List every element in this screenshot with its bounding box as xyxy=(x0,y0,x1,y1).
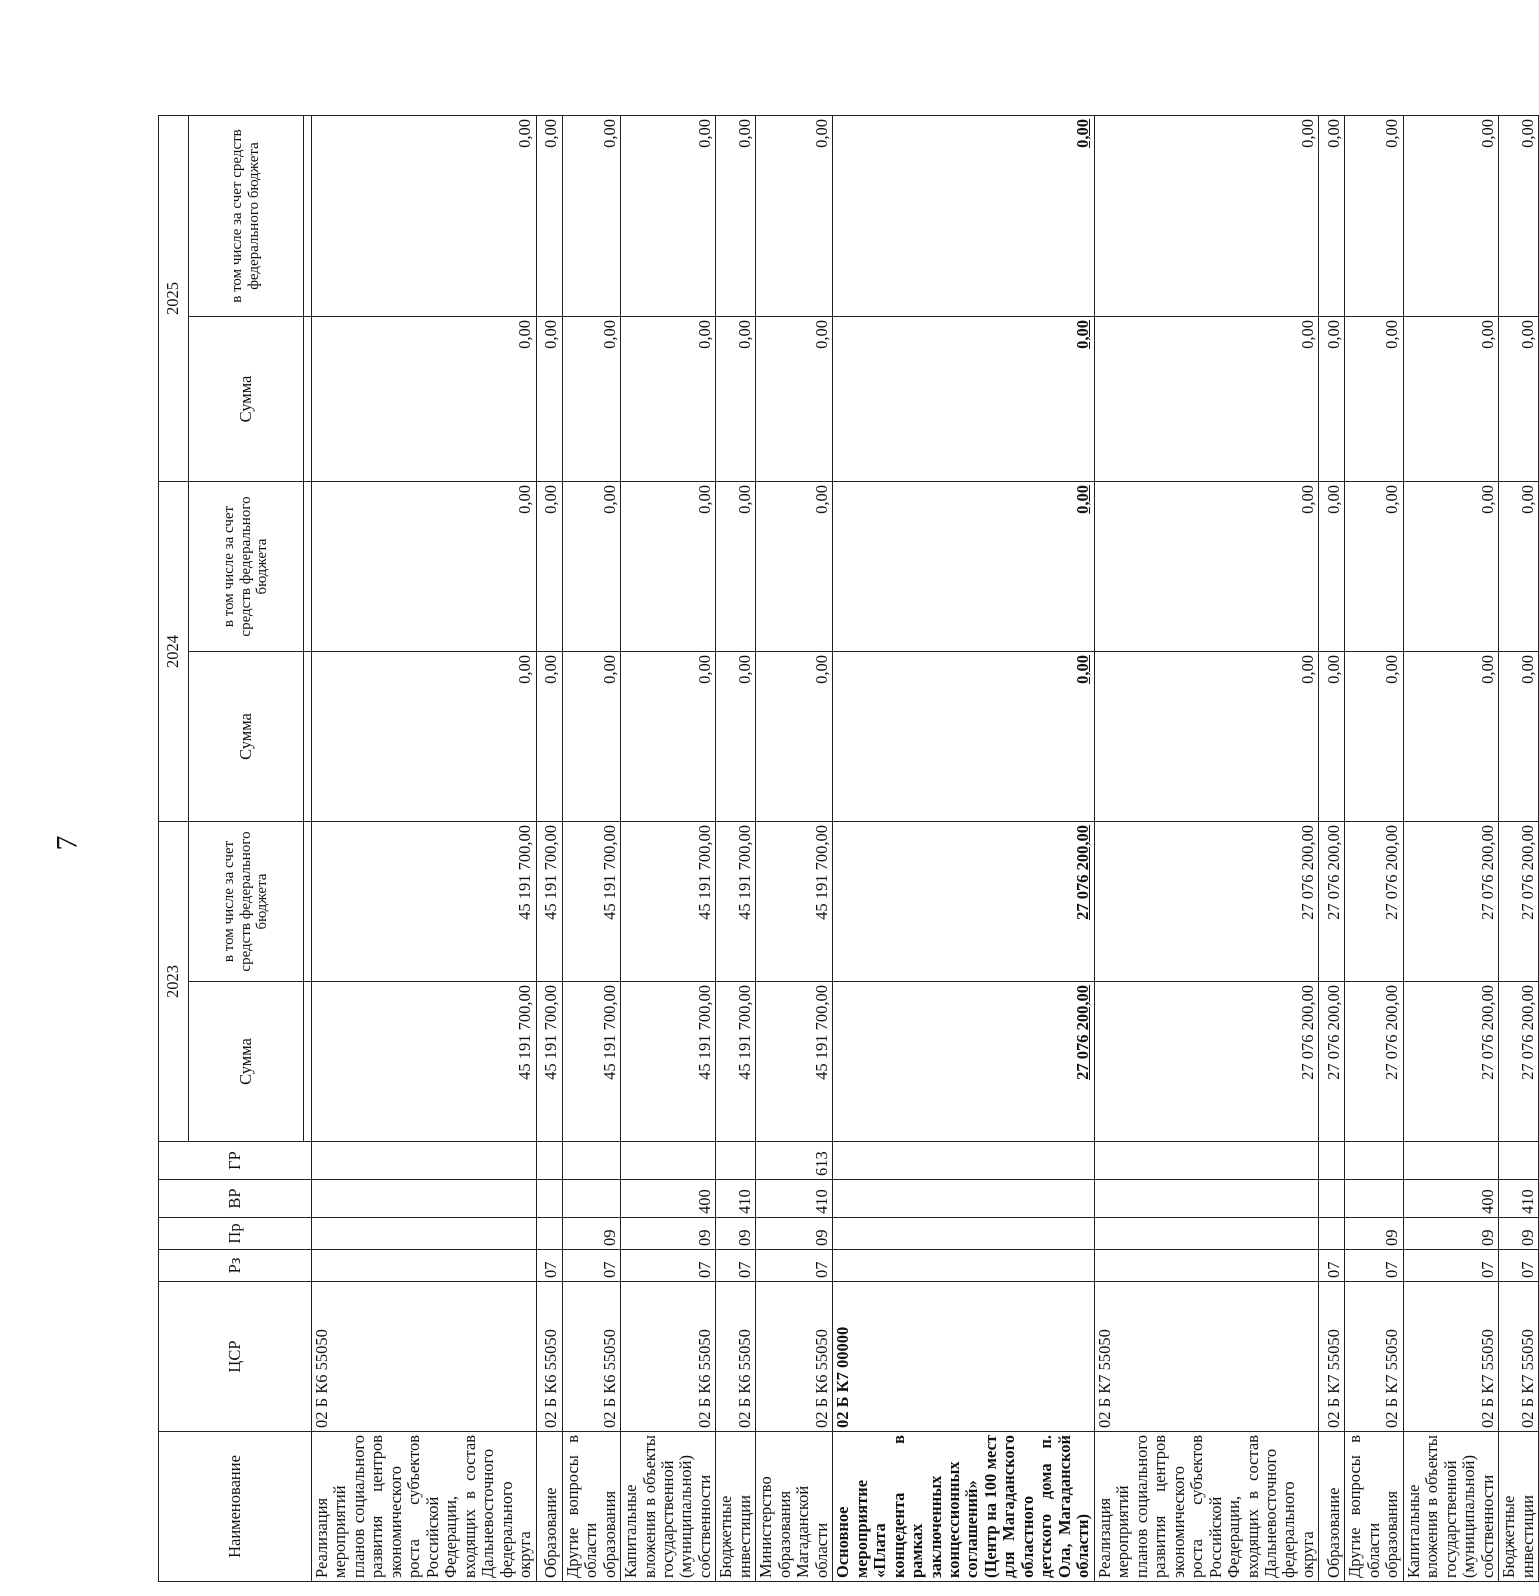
row-federal-2024: 0,00 xyxy=(833,482,1095,652)
row-federal-2025: 0,00 xyxy=(1094,116,1319,317)
row-federal-2024: 0,00 xyxy=(562,482,620,652)
row-rz: 07 xyxy=(1403,1250,1498,1282)
row-csr: 02 Б К6 55050 xyxy=(312,1282,537,1432)
row-gr xyxy=(833,1142,1095,1180)
table-row xyxy=(716,116,756,1582)
row-federal-2023: 27 076 200,00 xyxy=(1094,822,1319,982)
row-rz: 07 xyxy=(1499,1250,1539,1282)
row-sum-2024: 0,00 xyxy=(312,652,537,822)
row-sum-2025: 0,00 xyxy=(562,317,620,482)
row-gr xyxy=(621,1142,716,1180)
row-pr xyxy=(1319,1218,1345,1250)
row-sum-2025: 0,00 xyxy=(1094,317,1319,482)
row-vr: 400 xyxy=(1403,1180,1498,1218)
row-sum-2025: 0,00 xyxy=(621,317,716,482)
row-name: Образование xyxy=(536,1432,562,1582)
row-name: Бюджетные инвестиции xyxy=(716,1432,756,1582)
row-sum-2024: 0,00 xyxy=(1345,652,1403,822)
row-federal-2023: 27 076 200,00 xyxy=(1345,822,1403,982)
row-rz: 07 xyxy=(1345,1250,1403,1282)
row-pr: 09 xyxy=(1499,1218,1539,1250)
row-csr: 02 Б К7 55050 xyxy=(1319,1282,1345,1432)
row-federal-2024: 0,00 xyxy=(1094,482,1319,652)
row-gr xyxy=(716,1142,756,1180)
row-rz: 07 xyxy=(536,1250,562,1282)
row-gr xyxy=(1094,1142,1319,1180)
row-federal-2024: 0,00 xyxy=(536,482,562,652)
row-federal-2024: 0,00 xyxy=(756,482,833,652)
row-sum-2025: 0,00 xyxy=(312,317,537,482)
row-federal-2025: 0,00 xyxy=(716,116,756,317)
budget-table xyxy=(158,115,1539,1582)
row-rz xyxy=(1094,1250,1319,1282)
row-name: Основное мероприятие «Плата концедента в рамках заключенных концессионных соглашений» (Центр на 100 мест для Магаданского областного детского дома п. Ола, Магаданской области) xyxy=(833,1432,1095,1582)
row-federal-2025: 0,00 xyxy=(1319,116,1345,317)
header-federal-2023: в том числе за счет средств федерального бюджета xyxy=(189,822,304,982)
table-row xyxy=(621,116,716,1582)
row-federal-2025: 0,00 xyxy=(1345,116,1403,317)
row-pr: 09 xyxy=(1403,1218,1498,1250)
row-csr: 02 Б К6 55050 xyxy=(536,1282,562,1432)
row-pr xyxy=(312,1218,537,1250)
row-sum-2025: 0,00 xyxy=(833,317,1095,482)
header-federal-2024: в том числе за счет средств федерального бюджета xyxy=(189,482,304,652)
row-csr: 02 Б К6 55050 xyxy=(562,1282,620,1432)
row-federal-2023: 45 191 700,00 xyxy=(621,822,716,982)
row-pr xyxy=(1094,1218,1319,1250)
row-pr: 09 xyxy=(756,1218,833,1250)
row-csr: 02 Б К7 55050 xyxy=(1094,1282,1319,1432)
table-row xyxy=(1319,116,1345,1582)
row-sum-2024: 0,00 xyxy=(1094,652,1319,822)
rotated-table-wrapper xyxy=(158,116,1537,1582)
row-rz xyxy=(833,1250,1095,1282)
header-pr: Пр xyxy=(159,1218,312,1250)
row-name: Капитальные вложения в объекты государственной (муниципальной) собственности xyxy=(621,1432,716,1582)
header-year-2024: 2024 xyxy=(159,482,189,822)
row-sum-2023: 45 191 700,00 xyxy=(562,982,620,1142)
row-sum-2023: 45 191 700,00 xyxy=(621,982,716,1142)
row-federal-2023: 27 076 200,00 xyxy=(1319,822,1345,982)
row-federal-2023: 45 191 700,00 xyxy=(562,822,620,982)
header-rz: Рз xyxy=(159,1250,312,1282)
row-federal-2023: 45 191 700,00 xyxy=(312,822,537,982)
header-gr: ГР xyxy=(159,1142,312,1180)
row-sum-2025: 0,00 xyxy=(716,317,756,482)
row-sum-2025: 0,00 xyxy=(1345,317,1403,482)
row-vr xyxy=(536,1180,562,1218)
row-sum-2025: 0,00 xyxy=(1403,317,1498,482)
row-gr xyxy=(312,1142,537,1180)
row-rz: 07 xyxy=(1319,1250,1345,1282)
header-sum-2023: Сумма xyxy=(189,982,304,1142)
row-pr: 09 xyxy=(621,1218,716,1250)
row-sum-2023: 27 076 200,00 xyxy=(1499,982,1539,1142)
row-gr xyxy=(1319,1142,1345,1180)
header-federal-2025: в том числе за счет средств федерального бюджета xyxy=(189,116,304,317)
row-federal-2023: 27 076 200,00 xyxy=(1499,822,1539,982)
row-sum-2024: 0,00 xyxy=(1319,652,1345,822)
table-row xyxy=(1403,116,1498,1582)
table-row xyxy=(1499,116,1539,1582)
row-sum-2024: 0,00 xyxy=(833,652,1095,822)
row-federal-2025: 0,00 xyxy=(1403,116,1498,317)
table-row xyxy=(562,116,620,1582)
row-csr: 02 Б К6 55050 xyxy=(716,1282,756,1432)
row-pr: 09 xyxy=(1345,1218,1403,1250)
row-vr: 410 xyxy=(716,1180,756,1218)
row-gr xyxy=(1403,1142,1498,1180)
row-sum-2023: 27 076 200,00 xyxy=(1094,982,1319,1142)
row-vr xyxy=(1094,1180,1319,1218)
row-csr: 02 Б К7 55050 xyxy=(1499,1282,1539,1432)
row-sum-2023: 27 076 200,00 xyxy=(1319,982,1345,1142)
row-name: Другие вопросы в области образования xyxy=(562,1432,620,1582)
row-gr xyxy=(536,1142,562,1180)
row-name: Министерство образования Магаданской области xyxy=(756,1432,833,1582)
row-vr xyxy=(562,1180,620,1218)
row-pr: 09 xyxy=(716,1218,756,1250)
row-federal-2025: 0,00 xyxy=(621,116,716,317)
row-csr: 02 Б К7 55050 xyxy=(1403,1282,1498,1432)
table-row xyxy=(1094,116,1319,1582)
row-vr: 410 xyxy=(1499,1180,1539,1218)
row-federal-2024: 0,00 xyxy=(1319,482,1345,652)
table-body xyxy=(312,116,1539,1582)
row-federal-2024: 0,00 xyxy=(312,482,537,652)
row-federal-2023: 27 076 200,00 xyxy=(833,822,1095,982)
row-csr: 02 Б К7 55050 xyxy=(1345,1282,1403,1432)
header-vr: ВР xyxy=(159,1180,312,1218)
row-federal-2025: 0,00 xyxy=(833,116,1095,317)
row-federal-2024: 0,00 xyxy=(621,482,716,652)
table-row xyxy=(1345,116,1403,1582)
row-federal-2024: 0,00 xyxy=(716,482,756,652)
row-sum-2025: 0,00 xyxy=(536,317,562,482)
row-name: Образование xyxy=(1319,1432,1345,1582)
header-year-2023: 2023 xyxy=(159,822,189,1142)
row-sum-2023: 45 191 700,00 xyxy=(756,982,833,1142)
row-sum-2023: 27 076 200,00 xyxy=(833,982,1095,1142)
row-name: Капитальные вложения в объекты государственной (муниципальной) собственности xyxy=(1403,1432,1498,1582)
table-header xyxy=(159,116,312,1582)
row-federal-2025: 0,00 xyxy=(312,116,537,317)
row-sum-2025: 0,00 xyxy=(756,317,833,482)
row-vr: 400 xyxy=(621,1180,716,1218)
row-sum-2023: 27 076 200,00 xyxy=(1403,982,1498,1142)
row-sum-2024: 0,00 xyxy=(716,652,756,822)
table-row xyxy=(756,116,833,1582)
header-year-2025: 2025 xyxy=(159,116,189,482)
row-vr xyxy=(833,1180,1095,1218)
row-sum-2023: 45 191 700,00 xyxy=(312,982,537,1142)
row-name: Реализация мероприятий планов социального развития центров экономического роста субъектов Российской Федерации, входящих в состав Дальневосточного федерального округа xyxy=(312,1432,537,1582)
row-sum-2023: 45 191 700,00 xyxy=(536,982,562,1142)
row-sum-2024: 0,00 xyxy=(1403,652,1498,822)
row-csr: 02 Б К6 55050 xyxy=(621,1282,716,1432)
row-rz: 07 xyxy=(621,1250,716,1282)
row-sum-2024: 0,00 xyxy=(562,652,620,822)
row-name: Другие вопросы в области образования xyxy=(1345,1432,1403,1582)
row-sum-2024: 0,00 xyxy=(1499,652,1539,822)
header-sum-2024: Сумма xyxy=(189,652,304,822)
row-name: Реализация мероприятий планов социального развития центров экономического роста субъектов Российской Федерации, входящих в состав Дальневосточного федерального округа xyxy=(1094,1432,1319,1582)
row-federal-2025: 0,00 xyxy=(536,116,562,317)
row-rz: 07 xyxy=(716,1250,756,1282)
row-pr xyxy=(833,1218,1095,1250)
row-pr xyxy=(536,1218,562,1250)
table-row xyxy=(833,116,1095,1582)
row-federal-2024: 0,00 xyxy=(1499,482,1539,652)
row-federal-2025: 0,00 xyxy=(1499,116,1539,317)
row-federal-2023: 45 191 700,00 xyxy=(756,822,833,982)
row-vr xyxy=(1319,1180,1345,1218)
row-federal-2024: 0,00 xyxy=(1345,482,1403,652)
row-sum-2025: 0,00 xyxy=(1499,317,1539,482)
row-federal-2023: 45 191 700,00 xyxy=(536,822,562,982)
row-gr xyxy=(1499,1142,1539,1180)
row-rz: 07 xyxy=(756,1250,833,1282)
header-csr: ЦСР xyxy=(159,1282,312,1432)
row-sum-2025: 0,00 xyxy=(1319,317,1345,482)
row-sum-2023: 27 076 200,00 xyxy=(1345,982,1403,1142)
row-sum-2024: 0,00 xyxy=(536,652,562,822)
row-vr xyxy=(312,1180,537,1218)
row-sum-2024: 0,00 xyxy=(621,652,716,822)
row-vr: 410 xyxy=(756,1180,833,1218)
row-csr: 02 Б К6 55050 xyxy=(756,1282,833,1432)
row-gr xyxy=(1345,1142,1403,1180)
row-sum-2024: 0,00 xyxy=(756,652,833,822)
row-rz xyxy=(312,1250,537,1282)
row-federal-2025: 0,00 xyxy=(562,116,620,317)
page-number: 7 xyxy=(50,835,84,851)
row-pr: 09 xyxy=(562,1218,620,1250)
row-gr: 613 xyxy=(756,1142,833,1180)
row-vr xyxy=(1345,1180,1403,1218)
row-rz: 07 xyxy=(562,1250,620,1282)
row-name: Бюджетные инвестиции xyxy=(1499,1432,1539,1582)
table-row xyxy=(536,116,562,1582)
row-federal-2024: 0,00 xyxy=(1403,482,1498,652)
row-federal-2023: 45 191 700,00 xyxy=(716,822,756,982)
table-row xyxy=(312,116,537,1582)
header-sum-2025: Сумма xyxy=(189,317,304,482)
row-federal-2025: 0,00 xyxy=(756,116,833,317)
header-name: Наименование xyxy=(159,1432,312,1582)
row-csr: 02 Б К7 00000 xyxy=(833,1282,1095,1432)
row-sum-2023: 45 191 700,00 xyxy=(716,982,756,1142)
row-gr xyxy=(562,1142,620,1180)
row-federal-2023: 27 076 200,00 xyxy=(1403,822,1498,982)
